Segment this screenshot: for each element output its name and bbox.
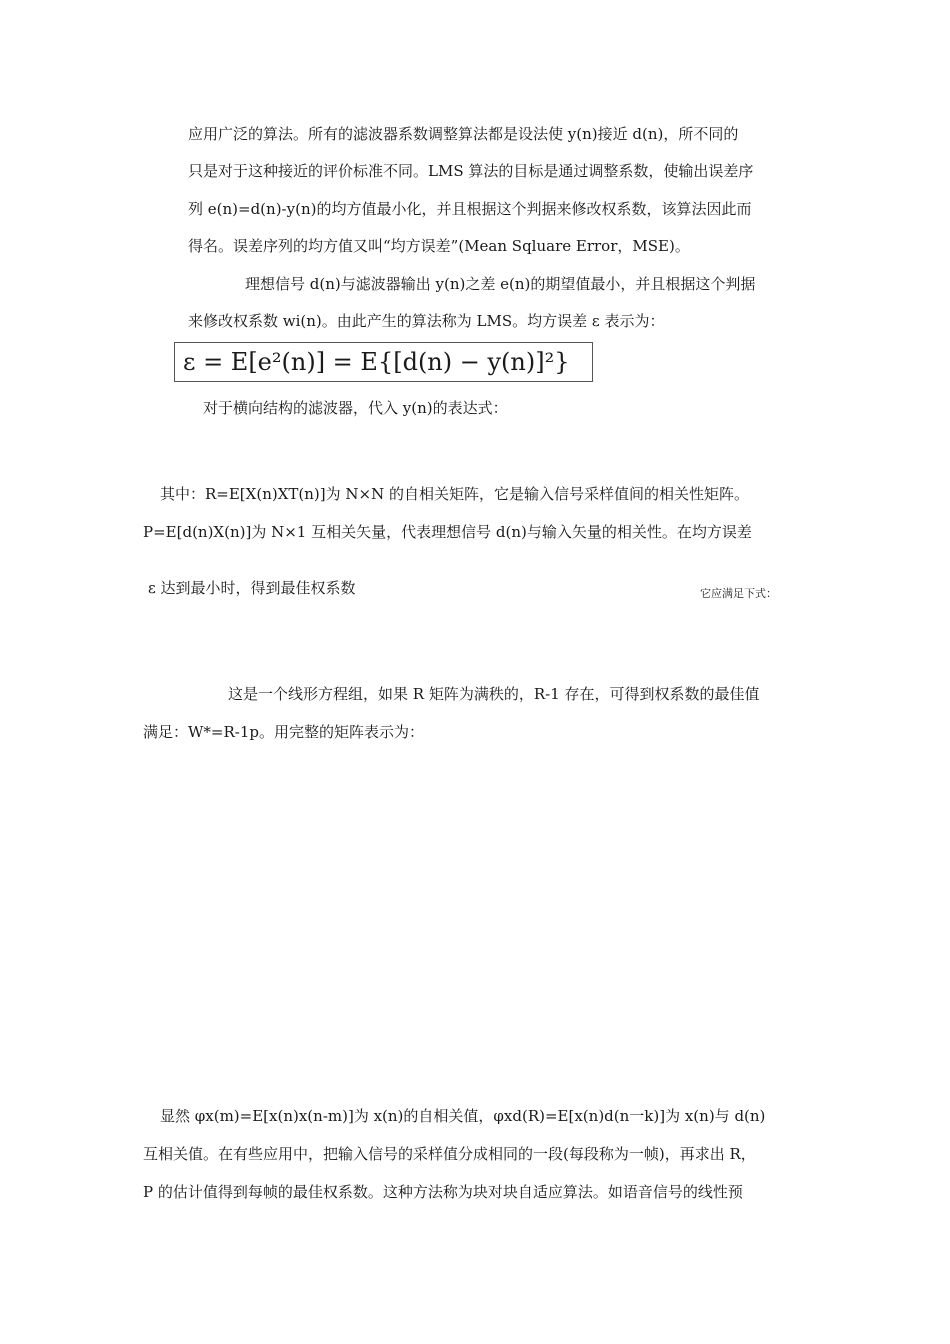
text-line: 互相关值。在有些应用中，把输入信号的采样值分成相同的一段(每段称为一帧)，再求出 R， (143, 1145, 756, 1163)
text-line: 理想信号 d(n)与滤波器输出 y(n)之差 e(n)的期望值最小，并且根据这个判据 (245, 275, 756, 293)
text-line: 来修改权系数 wi(n)。由此产生的算法称为 LMS。均方误差 ε 表示为： (188, 312, 665, 330)
text-line: 其中：R=E[X(n)XT(n)]为 N×N 的自相关矩阵，它是输入信号采样值间的相关性矩阵。 (160, 485, 749, 503)
text-line: 显然 φx(m)=E[x(n)x(n-m)]为 x(n)的自相关值，φxd(R)=E[x(n)d(n一k)]为 x(n)与 d(n) (160, 1107, 766, 1125)
text-line: 应用广泛的算法。所有的滤波器系数调整算法都是设法使 y(n)接近 d(n)，所不同的 (188, 125, 739, 143)
text-line: P=E[d(n)X(n)]为 N×1 互相关矢量，代表理想信号 d(n)与输入矢量的相关性。在均方误差 (143, 523, 752, 541)
text-line: 对于横向结构的滤波器，代入 y(n)的表达式： (203, 399, 508, 417)
side-note: 它应满足下式： (700, 587, 777, 600)
text-line: ε 达到最小时，得到最佳权系数 (148, 579, 356, 597)
text-line: 满足：W*=R-1p。用完整的矩阵表示为： (143, 723, 424, 741)
text-line: 只是对于这种接近的评价标准不同。LMS 算法的目标是通过调整系数，使输出误差序 (188, 162, 754, 180)
mse-formula: ε = E[e²(n)] = E{[d(n) − y(n)]²} (183, 348, 570, 376)
text-line: 得名。误差序列的均方值又叫“均方误差”(Mean Sqluare Error，MSE)。 (188, 237, 690, 255)
text-line: P 的估计值得到每帧的最佳权系数。这种方法称为块对块自适应算法。如语音信号的线性预 (143, 1183, 743, 1201)
text-line: 这是一个线形方程组，如果 R 矩阵为满秩的，R-1 存在，可得到权系数的最佳值 (228, 685, 760, 703)
formula-box (174, 342, 593, 382)
text-line: 列 e(n)=d(n)-y(n)的均方值最小化，并且根据这个判据来修改权系数，该算法因此而 (188, 200, 752, 218)
